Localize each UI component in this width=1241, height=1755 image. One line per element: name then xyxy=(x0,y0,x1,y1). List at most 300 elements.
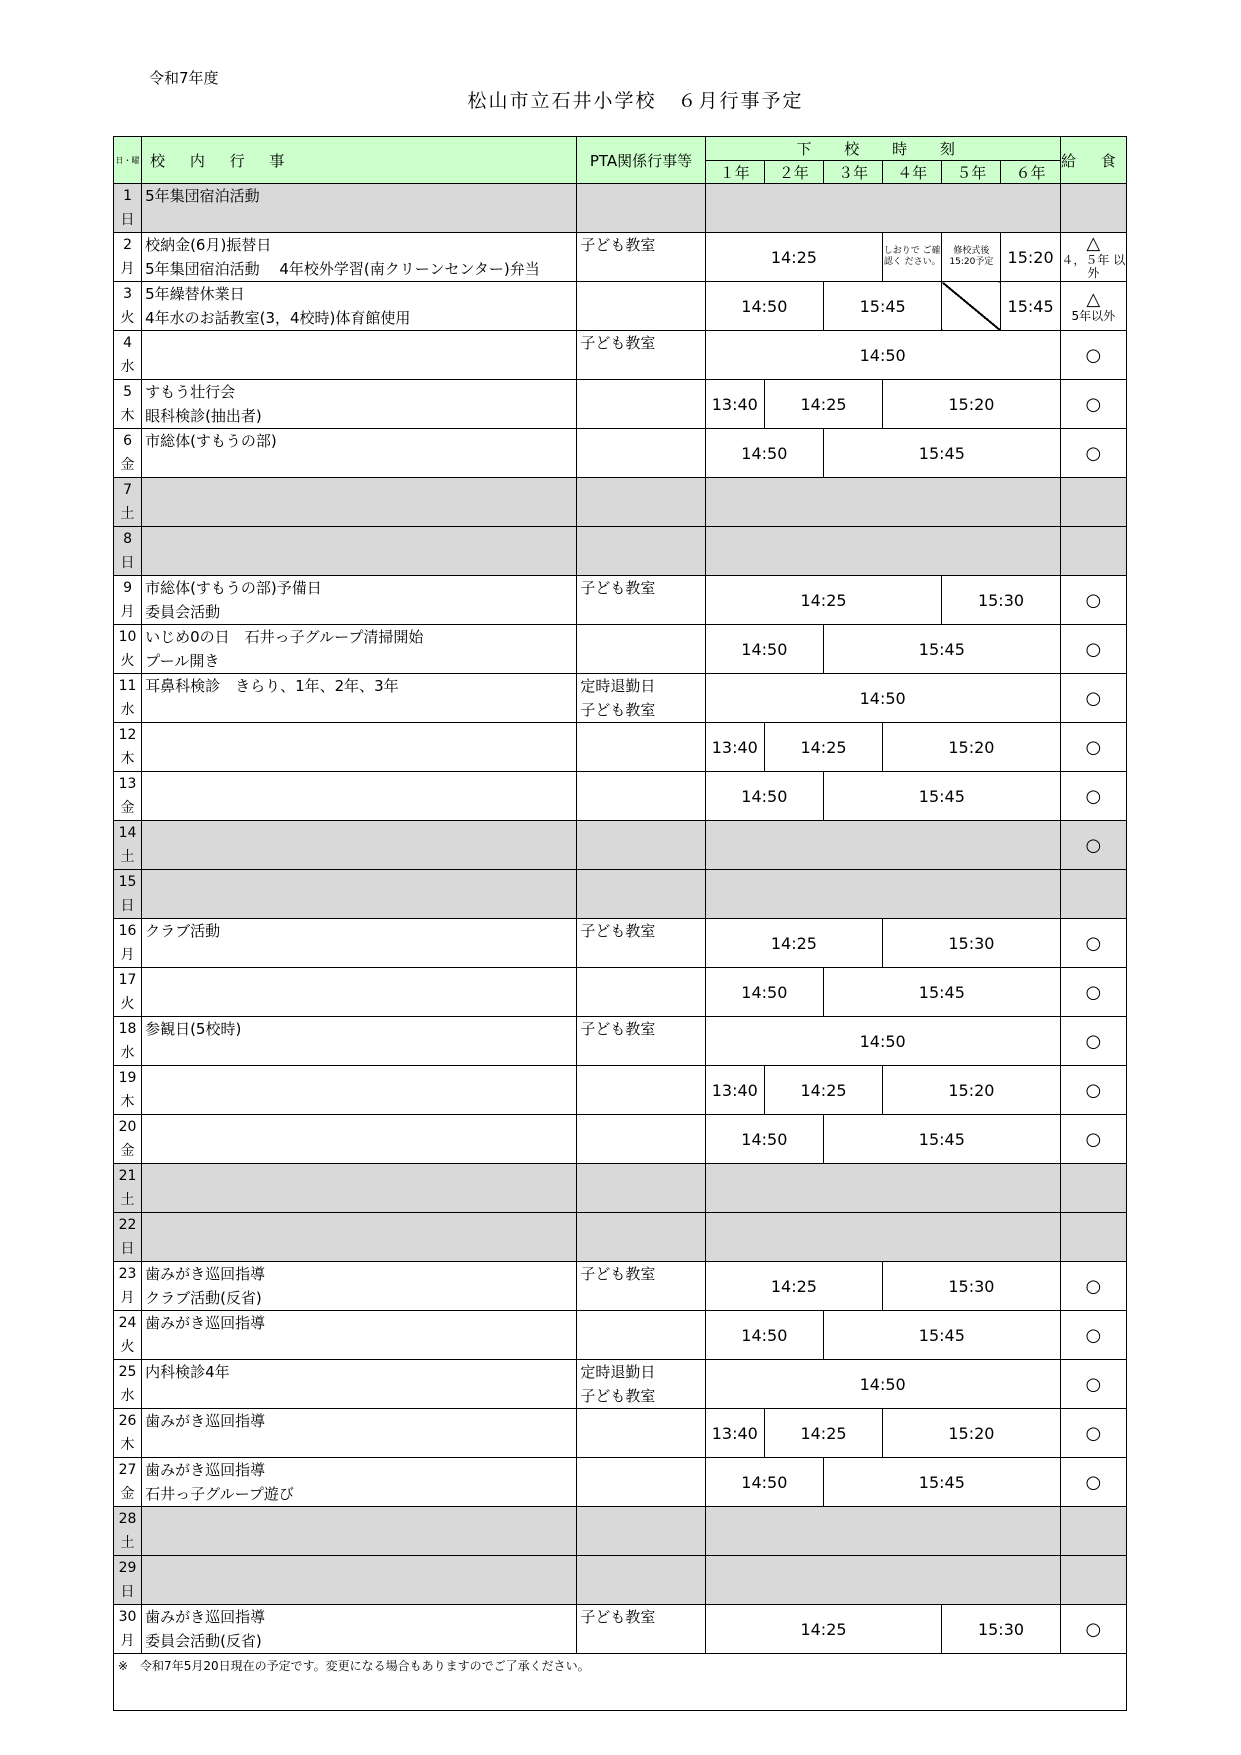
day-number: 21 xyxy=(118,1168,137,1184)
school-event-line xyxy=(145,1237,573,1261)
pta-event-line xyxy=(580,747,701,771)
lunch-mark: ○ xyxy=(1085,1618,1102,1640)
school-event-line xyxy=(145,1115,573,1139)
table-row xyxy=(114,233,1127,282)
pta-event-line: 子ども教室 xyxy=(580,1265,656,1283)
dismissal-time: 15:20 xyxy=(883,1409,1061,1458)
pta-event-line xyxy=(580,796,701,820)
lunch-mark: ○ xyxy=(1085,1373,1102,1395)
lunch-mark: ○ xyxy=(1085,1275,1102,1297)
school-event-line xyxy=(145,1433,573,1457)
pta-event-line xyxy=(580,943,701,967)
day-number: 4 xyxy=(123,335,132,351)
lunch-mark: ○ xyxy=(1085,785,1102,807)
lunch-cell xyxy=(1060,1311,1126,1360)
table-row xyxy=(114,1262,1127,1311)
no-dismissal-cell xyxy=(942,282,1001,331)
dismissal-time: 15:30 xyxy=(883,1262,1061,1311)
day-number: 6 xyxy=(123,433,132,449)
lunch-mark: ○ xyxy=(1085,393,1102,415)
lunch-cell xyxy=(1060,478,1126,527)
school-event-line xyxy=(145,894,573,918)
table-row xyxy=(114,576,1127,625)
lunch-mark: ○ xyxy=(1085,1030,1102,1052)
school-event-cell xyxy=(142,429,577,478)
date-cell xyxy=(114,625,142,674)
school-event-cell xyxy=(142,1507,577,1556)
school-event-line xyxy=(145,1139,573,1163)
day-number: 7 xyxy=(123,482,132,498)
pta-event-cell xyxy=(577,429,705,478)
weekday: 日 xyxy=(120,898,135,914)
lunch-cell xyxy=(1060,1262,1126,1311)
school-event-line: 歯みがき巡回指導 xyxy=(145,1314,266,1332)
weekday: 金 xyxy=(120,800,135,816)
pta-event-cell xyxy=(577,527,705,576)
day-number: 18 xyxy=(118,1021,137,1037)
school-event-cell xyxy=(142,1605,577,1654)
school-event-cell xyxy=(142,625,577,674)
weekday: 日 xyxy=(120,212,135,228)
dismissal-time: 14:50 xyxy=(705,1115,823,1164)
weekday: 土 xyxy=(120,506,135,522)
weekday: 水 xyxy=(120,1388,135,1404)
dismissal-time: 修校式後 15:20予定 xyxy=(942,233,1001,282)
dismissal-time: 14:50 xyxy=(705,429,823,478)
school-event-line: クラブ活動(反省) xyxy=(145,1289,262,1307)
dismissal-time: 15:45 xyxy=(824,625,1061,674)
table-row xyxy=(114,1066,1127,1115)
day-number: 12 xyxy=(118,727,137,743)
pta-event-line xyxy=(580,208,701,232)
pta-event-line xyxy=(580,282,701,306)
pta-event-line xyxy=(580,1286,701,1310)
dismissal-time: 14:50 xyxy=(705,968,823,1017)
table-row xyxy=(114,478,1127,527)
day-number: 28 xyxy=(118,1511,137,1527)
day-number: 26 xyxy=(118,1413,137,1429)
pta-event-cell xyxy=(577,1409,705,1458)
school-event-line xyxy=(145,870,573,894)
header-grade-2: ２年 xyxy=(764,161,823,184)
weekday: 金 xyxy=(120,1486,135,1502)
date-cell xyxy=(114,1507,142,1556)
day-number: 23 xyxy=(118,1266,137,1282)
pta-event-line xyxy=(580,1629,701,1653)
school-event-line xyxy=(145,992,573,1016)
dismissal-time: しおりで ご確認く ださい。 xyxy=(883,233,942,282)
school-event-cell xyxy=(142,478,577,527)
pta-event-cell xyxy=(577,723,705,772)
lunch-cell xyxy=(1060,772,1126,821)
dismissal-time: 15:45 xyxy=(824,282,942,331)
school-event-line xyxy=(145,1556,573,1580)
school-event-line xyxy=(145,1507,573,1531)
lunch-cell xyxy=(1060,1164,1126,1213)
school-event-cell xyxy=(142,723,577,772)
lunch-cell xyxy=(1060,1409,1126,1458)
date-cell xyxy=(114,1115,142,1164)
school-event-line: プール開き xyxy=(145,652,220,670)
pta-event-line xyxy=(580,894,701,918)
school-event-cell xyxy=(142,184,577,233)
lunch-mark: ○ xyxy=(1085,1079,1102,1101)
dismissal-time: 14:25 xyxy=(705,233,882,282)
date-cell xyxy=(114,919,142,968)
pta-event-cell xyxy=(577,1213,705,1262)
dismissal-time: 14:50 xyxy=(705,625,823,674)
school-event-line xyxy=(145,208,573,232)
lunch-mark: ○ xyxy=(1085,1471,1102,1493)
pta-event-cell xyxy=(577,919,705,968)
school-event-line xyxy=(145,1335,573,1359)
table-row xyxy=(114,282,1127,331)
pta-event-cell xyxy=(577,1605,705,1654)
lunch-mark: ○ xyxy=(1085,638,1102,660)
school-event-line xyxy=(145,821,573,845)
pta-event-line xyxy=(580,404,701,428)
pta-event-cell xyxy=(577,478,705,527)
pta-event-cell xyxy=(577,282,705,331)
day-number: 15 xyxy=(118,874,137,890)
lunch-cell xyxy=(1060,380,1126,429)
lunch-mark: △ xyxy=(1086,233,1101,254)
day-number: 14 xyxy=(118,825,137,841)
school-event-line xyxy=(145,527,573,551)
date-cell xyxy=(114,576,142,625)
school-event-cell xyxy=(142,1017,577,1066)
lunch-mark: ○ xyxy=(1085,589,1102,611)
school-event-line xyxy=(145,1580,573,1604)
pta-event-line xyxy=(580,1237,701,1261)
header-grade-1: １年 xyxy=(705,161,764,184)
dismissal-time: 15:45 xyxy=(1001,282,1060,331)
day-number: 9 xyxy=(123,580,132,596)
pta-event-line xyxy=(580,1041,701,1065)
school-event-cell xyxy=(142,1409,577,1458)
pta-event-cell xyxy=(577,1066,705,1115)
pta-event-line xyxy=(580,600,701,624)
day-number: 29 xyxy=(118,1560,137,1576)
school-event-line xyxy=(145,796,573,820)
lunch-cell xyxy=(1060,1360,1126,1409)
dismissal-time: 15:30 xyxy=(883,919,1061,968)
date-cell xyxy=(114,772,142,821)
no-school-cell xyxy=(705,1213,1060,1262)
header-school-events: 校 内 行 事 xyxy=(142,137,577,184)
school-event-line xyxy=(145,1213,573,1237)
day-number: 30 xyxy=(118,1609,137,1625)
pta-event-line xyxy=(580,257,701,281)
pta-event-line: 定時退勤日 xyxy=(580,1363,656,1381)
lunch-cell xyxy=(1060,576,1126,625)
pta-event-line: 子ども教室 xyxy=(580,1020,656,1038)
weekday: 月 xyxy=(120,261,135,277)
day-number: 20 xyxy=(118,1119,137,1135)
weekday: 土 xyxy=(120,849,135,865)
school-event-cell xyxy=(142,1115,577,1164)
school-event-line: いじめ0の日 石井っ子グループ清掃開始 xyxy=(145,628,424,646)
weekday: 水 xyxy=(120,1045,135,1061)
pta-event-line xyxy=(580,1335,701,1359)
lunch-cell xyxy=(1060,1213,1126,1262)
dismissal-time: 14:25 xyxy=(764,380,882,429)
school-event-line: 市総体(すもうの部)予備日 xyxy=(145,579,322,597)
weekday: 木 xyxy=(120,1437,135,1453)
dismissal-time: 14:50 xyxy=(705,282,823,331)
school-event-line: 市総体(すもうの部) xyxy=(145,432,277,450)
pta-event-line xyxy=(580,1213,701,1237)
weekday: 金 xyxy=(120,457,135,473)
no-school-cell xyxy=(705,1507,1060,1556)
date-cell xyxy=(114,1066,142,1115)
day-number: 11 xyxy=(118,678,137,694)
dismissal-time: 14:50 xyxy=(705,1311,823,1360)
school-event-cell xyxy=(142,919,577,968)
school-event-line xyxy=(145,453,573,477)
lunch-cell xyxy=(1060,1556,1126,1605)
date-cell xyxy=(114,723,142,772)
table-row xyxy=(114,1311,1127,1360)
pta-event-line xyxy=(580,1164,701,1188)
date-cell xyxy=(114,1360,142,1409)
school-event-line: 5年集団宿泊活動 xyxy=(145,187,260,205)
date-cell xyxy=(114,821,142,870)
weekday: 木 xyxy=(120,751,135,767)
pta-event-line xyxy=(580,1482,701,1506)
dismissal-time: 14:25 xyxy=(764,1066,882,1115)
date-cell xyxy=(114,968,142,1017)
school-event-line xyxy=(145,331,573,355)
school-event-line: 歯みがき巡回指導 xyxy=(145,1412,266,1430)
school-event-cell xyxy=(142,527,577,576)
lunch-note: ４，５年 以外 xyxy=(1061,253,1126,280)
no-school-cell xyxy=(705,478,1060,527)
school-event-line: 歯みがき巡回指導 xyxy=(145,1265,266,1283)
pta-event-cell xyxy=(577,772,705,821)
table-row xyxy=(114,919,1127,968)
school-event-cell xyxy=(142,772,577,821)
day-number: 2 xyxy=(123,237,132,253)
table-header xyxy=(114,137,1127,184)
school-event-line xyxy=(145,723,573,747)
school-event-cell xyxy=(142,233,577,282)
school-event-cell xyxy=(142,968,577,1017)
date-cell xyxy=(114,1017,142,1066)
table-row xyxy=(114,772,1127,821)
date-cell xyxy=(114,331,142,380)
table-row xyxy=(114,1556,1127,1605)
date-cell xyxy=(114,1605,142,1654)
pta-event-line xyxy=(580,478,701,502)
weekday: 金 xyxy=(120,1143,135,1159)
day-number: 24 xyxy=(118,1315,137,1331)
weekday: 木 xyxy=(120,408,135,424)
lunch-cell xyxy=(1060,821,1126,870)
date-cell xyxy=(114,527,142,576)
school-event-line xyxy=(145,1531,573,1555)
dismissal-time: 13:40 xyxy=(705,1066,764,1115)
no-school-cell xyxy=(705,1164,1060,1213)
dismissal-time: 15:45 xyxy=(824,429,1061,478)
school-event-line xyxy=(145,478,573,502)
lunch-cell xyxy=(1060,1066,1126,1115)
day-number: 3 xyxy=(123,286,132,302)
pta-event-line xyxy=(580,551,701,575)
lunch-mark: ○ xyxy=(1085,932,1102,954)
lunch-mark: ○ xyxy=(1085,834,1102,856)
pta-event-cell xyxy=(577,184,705,233)
header-date: 日・曜 xyxy=(114,137,142,184)
weekday: 土 xyxy=(120,1192,135,1208)
pta-event-line: 子ども教室 xyxy=(580,1387,656,1405)
date-cell xyxy=(114,184,142,233)
date-cell xyxy=(114,870,142,919)
date-cell xyxy=(114,380,142,429)
day-number: 16 xyxy=(118,923,137,939)
day-number: 5 xyxy=(123,384,132,400)
date-cell xyxy=(114,1409,142,1458)
lunch-cell xyxy=(1060,1458,1126,1507)
lunch-mark: ○ xyxy=(1085,344,1102,366)
school-event-cell xyxy=(142,674,577,723)
dismissal-time: 15:20 xyxy=(883,380,1061,429)
school-event-line: 内科検診4年 xyxy=(145,1363,230,1381)
school-event-line: 4年水のお話教室(3，4校時)体育館使用 xyxy=(145,309,411,327)
pta-event-line xyxy=(580,1090,701,1114)
weekday: 日 xyxy=(120,555,135,571)
dismissal-time: 14:50 xyxy=(705,331,1060,380)
pta-event-line xyxy=(580,306,701,330)
pta-event-line xyxy=(580,870,701,894)
pta-event-cell xyxy=(577,821,705,870)
school-event-line xyxy=(145,1384,573,1408)
table-row xyxy=(114,429,1127,478)
school-event-line xyxy=(145,968,573,992)
pta-event-cell xyxy=(577,1556,705,1605)
school-event-line xyxy=(145,551,573,575)
pta-event-cell xyxy=(577,1458,705,1507)
pta-event-line: 子ども教室 xyxy=(580,701,656,719)
day-number: 25 xyxy=(118,1364,137,1380)
school-event-line: クラブ活動 xyxy=(145,922,221,940)
pta-event-cell xyxy=(577,1507,705,1556)
schedule-table xyxy=(113,136,1127,1711)
table-row xyxy=(114,1605,1127,1654)
day-number: 22 xyxy=(118,1217,137,1233)
lunch-cell xyxy=(1060,919,1126,968)
lunch-cell xyxy=(1060,723,1126,772)
pta-event-line xyxy=(580,1458,701,1482)
weekday: 月 xyxy=(120,1633,135,1649)
pta-event-line: 定時退勤日 xyxy=(580,677,656,695)
pta-event-line: 子ども教室 xyxy=(580,236,656,254)
pta-event-line xyxy=(580,502,701,526)
no-school-cell xyxy=(705,870,1060,919)
lunch-cell xyxy=(1060,331,1126,380)
date-cell xyxy=(114,478,142,527)
table-row xyxy=(114,968,1127,1017)
weekday: 水 xyxy=(120,702,135,718)
dismissal-time: 14:50 xyxy=(705,1017,1060,1066)
school-event-cell xyxy=(142,1066,577,1115)
table-row xyxy=(114,1409,1127,1458)
pta-event-cell xyxy=(577,1115,705,1164)
table-row xyxy=(114,331,1127,380)
school-event-cell xyxy=(142,1262,577,1311)
weekday: 日 xyxy=(120,1584,135,1600)
pta-event-cell xyxy=(577,1360,705,1409)
pta-event-line xyxy=(580,1188,701,1212)
school-event-line: 歯みがき巡回指導 xyxy=(145,1608,266,1626)
school-event-line: 5年繰替休業日 xyxy=(145,285,245,303)
lunch-cell xyxy=(1060,184,1126,233)
school-event-line xyxy=(145,845,573,869)
school-event-line xyxy=(145,747,573,771)
school-event-cell xyxy=(142,380,577,429)
weekday: 火 xyxy=(120,653,135,669)
date-cell xyxy=(114,282,142,331)
school-event-line: 委員会活動(反省) xyxy=(145,1632,262,1650)
header-grade-6: ６年 xyxy=(1001,161,1060,184)
school-event-cell xyxy=(142,576,577,625)
header-grade-3: ３年 xyxy=(824,161,883,184)
table-row xyxy=(114,821,1127,870)
pta-event-cell xyxy=(577,380,705,429)
lunch-mark: △ xyxy=(1086,288,1101,310)
table-row xyxy=(114,674,1127,723)
header-lunch: 給 食 xyxy=(1060,137,1126,184)
dismissal-time: 13:40 xyxy=(705,1409,764,1458)
date-cell xyxy=(114,233,142,282)
dismissal-time: 14:25 xyxy=(764,723,882,772)
date-cell xyxy=(114,1311,142,1360)
weekday: 木 xyxy=(120,1094,135,1110)
day-number: 13 xyxy=(118,776,137,792)
pta-event-line xyxy=(580,845,701,869)
pta-event-cell xyxy=(577,1164,705,1213)
dismissal-time: 14:25 xyxy=(705,1262,882,1311)
footnote: ※ 令和7年5月20日現在の予定です。変更になる場合もありますのでご了承ください。 xyxy=(114,1654,1127,1711)
pta-event-cell xyxy=(577,968,705,1017)
pta-event-cell xyxy=(577,674,705,723)
date-cell xyxy=(114,1213,142,1262)
table-row xyxy=(114,1507,1127,1556)
dismissal-time: 15:45 xyxy=(824,1458,1061,1507)
pta-event-line xyxy=(580,821,701,845)
lunch-mark: ○ xyxy=(1085,1324,1102,1346)
school-event-cell xyxy=(142,282,577,331)
dismissal-time: 14:50 xyxy=(705,1360,1060,1409)
pta-event-line xyxy=(580,1139,701,1163)
lunch-cell xyxy=(1060,1115,1126,1164)
weekday: 水 xyxy=(120,359,135,375)
lunch-cell xyxy=(1060,527,1126,576)
school-event-line xyxy=(145,1164,573,1188)
pta-event-line xyxy=(580,772,701,796)
school-event-line: 耳鼻科検診 きらり、1年、2年、3年 xyxy=(145,677,399,695)
pta-event-line xyxy=(580,1115,701,1139)
date-cell xyxy=(114,1164,142,1213)
weekday: 月 xyxy=(120,1290,135,1306)
weekday: 火 xyxy=(120,310,135,326)
pta-event-line xyxy=(580,355,701,379)
lunch-cell xyxy=(1060,282,1126,331)
day-number: 19 xyxy=(118,1070,137,1086)
pta-event-cell xyxy=(577,1311,705,1360)
table-row xyxy=(114,1213,1127,1262)
no-school-cell xyxy=(705,821,1060,870)
